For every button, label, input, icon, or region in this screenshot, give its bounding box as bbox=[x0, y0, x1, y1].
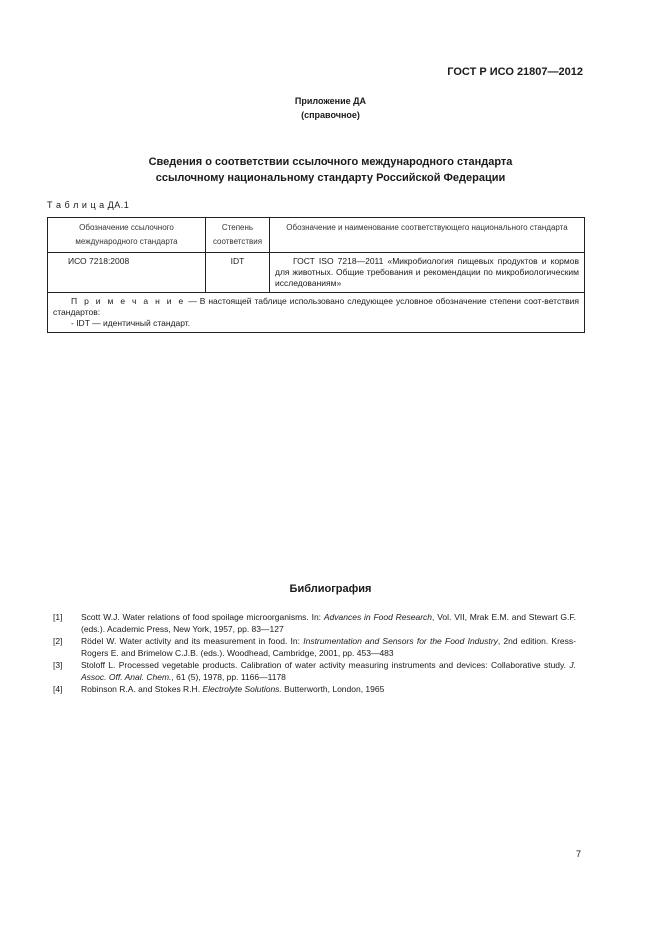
header-degree: Степень соответствия bbox=[206, 218, 270, 253]
cell-national-standard: ГОСТ ISO 7218—2011 «Микробиология пищевых продуктов и кормов для животных. Общие требования и рекомендации по микробиологическим исследованиям» bbox=[270, 253, 585, 293]
page-number: 7 bbox=[575, 849, 581, 859]
table-note-row bbox=[48, 293, 585, 333]
bibliography-list bbox=[53, 612, 576, 697]
bibliography-item bbox=[53, 660, 576, 683]
bibliography-item bbox=[53, 636, 576, 659]
table-label: Т а б л и ц а ДА.1 bbox=[47, 200, 130, 210]
header-international-standard: Обозначение ссылочного международного стандарта bbox=[48, 218, 206, 253]
bibliography-number: [2] bbox=[53, 636, 63, 646]
bibliography-title: Библиография bbox=[289, 583, 372, 595]
bibliography-item bbox=[53, 612, 576, 635]
appendix-subtitle: (справочное) bbox=[301, 110, 360, 120]
section-title-line2: ссылочному национальному стандарту Российской Федерации bbox=[155, 172, 506, 184]
section-title-line1: Сведения о соответствии ссылочного международного стандарта bbox=[148, 156, 513, 168]
header-national-standard: Обозначение и наименование соответствующего национального стандарта bbox=[270, 218, 585, 253]
note-prefix: П р и м е ч а н и е bbox=[71, 296, 186, 306]
cell-degree: IDT bbox=[206, 253, 270, 293]
note-text: — В настоящей таблице использовано следующее условное обозначение степени соот-ветствия стандартов: bbox=[53, 296, 579, 317]
document-code: ГОСТ Р ИСО 21807—2012 bbox=[447, 66, 583, 78]
bibliography-text: Robinson R.A. and Stokes R.H. Electrolyte Solutions. Butterworth, London, 1965 bbox=[81, 684, 385, 694]
bibliography-number: [3] bbox=[53, 660, 63, 670]
bibliography-text: Rödel W. Water activity and its measurement in food. In: Instrumentation and Sensors for the Food Industry, 2nd edition. Kress-Rogers E. and Brimelow C.J.B. (eds.). Woodhead, Cambridge, 2001, pp. 453—483 bbox=[81, 636, 576, 658]
table-header-row bbox=[48, 218, 585, 253]
bibliography-item bbox=[53, 684, 576, 696]
bibliography-number: [4] bbox=[53, 684, 63, 694]
bibliography-text: Stoloff L. Processed vegetable products. Calibration of water activity measuring instruments and devices: Collaborative study. J. Assoc. Off. Anal. Chem., 61 (5), 1978, pp. 1166—1178 bbox=[81, 660, 576, 682]
cell-international-standard: ИСО 7218:2008 bbox=[48, 253, 206, 293]
bibliography-number: [1] bbox=[53, 612, 63, 622]
table-row bbox=[48, 253, 585, 293]
note-item: - IDT — идентичный стандарт. bbox=[71, 318, 191, 328]
appendix-title: Приложение ДА bbox=[294, 96, 367, 106]
table-note bbox=[48, 293, 585, 333]
bibliography-text: Scott W.J. Water relations of food spoilage microorganisms. In: Advances in Food Research, Vol. VII, Mrak E.M. and Stewart G.F. (eds.). Academic Press, New York, 1957, pp. 83—127 bbox=[81, 612, 576, 634]
correspondence-table bbox=[47, 217, 585, 333]
